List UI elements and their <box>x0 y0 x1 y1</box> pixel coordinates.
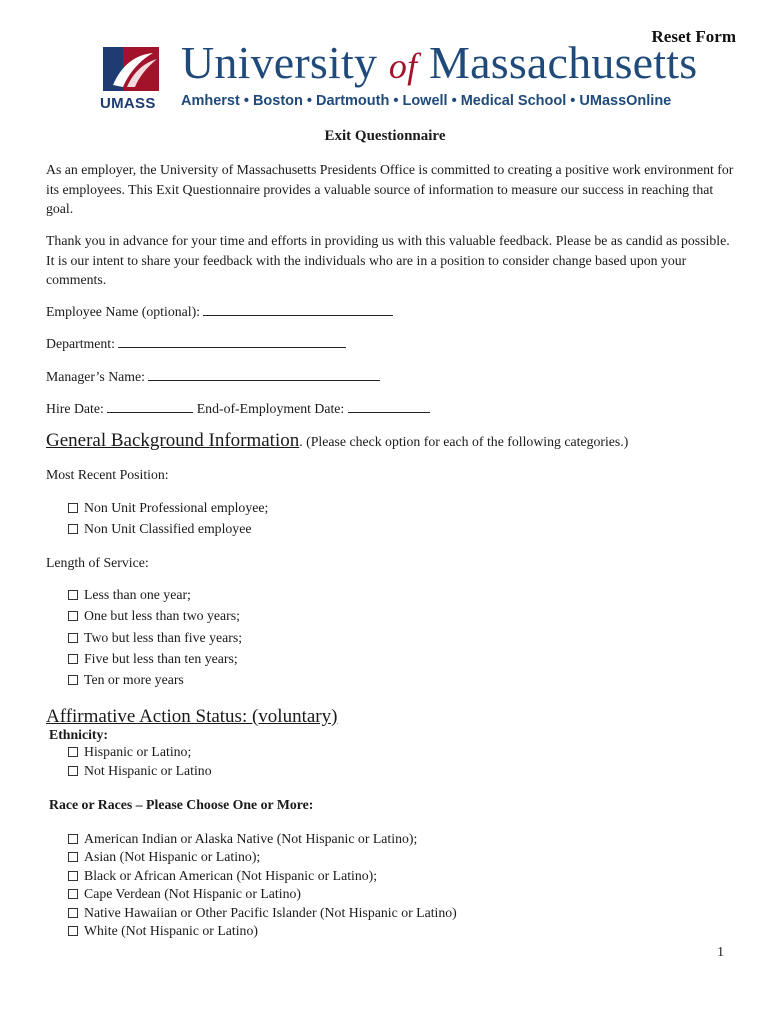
checkbox-icon[interactable] <box>68 766 78 776</box>
option-label: Native Hawaiian or Other Pacific Islander (Not Hispanic or Latino) <box>84 905 457 920</box>
affirmative-action-heading: Affirmative Action Status: (voluntary) <box>46 706 338 727</box>
option-label: Black or African American (Not Hispanic or Latino); <box>84 868 378 883</box>
checkbox-icon[interactable] <box>68 852 78 862</box>
option-label: Asian (Not Hispanic or Latino); <box>84 849 261 864</box>
checkbox-icon[interactable] <box>68 503 78 513</box>
employee-name-label: Employee Name (optional): <box>46 304 201 319</box>
checkbox-icon[interactable] <box>68 611 78 621</box>
option-label: Non Unit Classified employee <box>84 521 252 536</box>
university-name-part2: Massachusetts <box>429 37 698 88</box>
race-option[interactable] <box>68 868 377 884</box>
option-label: One but less than two years; <box>84 608 240 623</box>
service-option[interactable] <box>68 630 242 646</box>
service-option[interactable] <box>68 651 238 667</box>
option-label: Two but less than five years; <box>84 630 243 645</box>
checkbox-icon[interactable] <box>68 926 78 936</box>
race-option[interactable] <box>68 905 457 921</box>
campus-list: Amherst • Boston • Dartmouth • Lowell • Medical School • UMassOnline <box>181 93 672 109</box>
position-label: Most Recent Position: <box>46 467 169 482</box>
employee-name-field[interactable] <box>203 301 393 316</box>
university-name-of: of <box>388 46 418 86</box>
service-label: Length of Service: <box>46 555 149 570</box>
dates-row <box>46 398 430 417</box>
service-option[interactable] <box>68 587 191 603</box>
checkbox-icon[interactable] <box>68 871 78 881</box>
service-option[interactable] <box>68 608 240 624</box>
option-label: Non Unit Professional employee; <box>84 500 269 515</box>
university-name-part1: University <box>181 37 378 88</box>
manager-name-row <box>46 366 380 385</box>
intro-paragraph-1: As an employer, the University of Massachusetts Presidents Office is committed to creating a positive work environment for its employees. This Exit Questionnaire provides a valuable source of information to measure our success in reaching that goal. <box>46 162 734 216</box>
race-option[interactable] <box>68 849 260 865</box>
employee-name-row <box>46 301 393 320</box>
ethnicity-option[interactable] <box>68 763 212 779</box>
end-date-field[interactable] <box>348 398 430 413</box>
checkbox-icon[interactable] <box>68 633 78 643</box>
option-label: Cape Verdean (Not Hispanic or Latino) <box>84 886 301 901</box>
option-label: Less than one year; <box>84 587 191 602</box>
university-name <box>181 37 698 88</box>
hire-date-field[interactable] <box>107 398 193 413</box>
department-label: Department: <box>46 336 115 351</box>
race-option[interactable] <box>68 923 258 939</box>
option-label: Five but less than ten years; <box>84 651 238 666</box>
hire-date-label: Hire Date: <box>46 401 104 416</box>
option-label: American Indian or Alaska Native (Not Hispanic or Latino); <box>84 831 418 846</box>
race-label: Race or Races – Please Choose One or More: <box>49 797 314 812</box>
document-title: Exit Questionnaire <box>324 128 446 144</box>
ethnicity-label: Ethnicity: <box>49 727 109 742</box>
checkbox-icon[interactable] <box>68 747 78 757</box>
manager-name-label: Manager’s Name: <box>46 369 145 384</box>
race-option[interactable] <box>68 886 301 902</box>
option-label: White (Not Hispanic or Latino) <box>84 923 258 938</box>
race-option[interactable] <box>68 831 417 847</box>
position-option[interactable] <box>68 500 268 516</box>
checkbox-icon[interactable] <box>68 908 78 918</box>
end-date-label: End-of-Employment Date: <box>196 401 345 416</box>
manager-name-field[interactable] <box>148 366 380 381</box>
general-background-heading: General Background Information <box>46 430 300 451</box>
service-option[interactable] <box>68 672 184 688</box>
option-label: Ten or more years <box>84 672 184 687</box>
checkbox-icon[interactable] <box>68 524 78 534</box>
checkbox-icon[interactable] <box>68 834 78 844</box>
reset-form-button[interactable]: Reset Form <box>651 27 736 46</box>
department-row <box>46 333 346 352</box>
position-option[interactable] <box>68 521 251 537</box>
option-label: Hispanic or Latino; <box>84 744 192 759</box>
checkbox-icon[interactable] <box>68 590 78 600</box>
checkbox-icon[interactable] <box>68 889 78 899</box>
general-background-heading-row <box>46 430 628 452</box>
ethnicity-option[interactable] <box>68 744 191 760</box>
checkbox-icon[interactable] <box>68 654 78 664</box>
general-background-note: . (Please check option for each of the following categories.) <box>299 434 629 449</box>
option-label: Not Hispanic or Latino <box>84 763 212 778</box>
page-number: 1 <box>717 944 724 959</box>
department-field[interactable] <box>118 333 346 348</box>
intro-paragraph-2: Thank you in advance for your time and efforts in providing us with this valuable feedback. Please be as candid as possible. It is our intent to share your feedback with the individuals who are in a position to consider change based upon your comments. <box>46 233 730 287</box>
umass-logo-text: UMASS <box>100 95 156 112</box>
checkbox-icon[interactable] <box>68 675 78 685</box>
